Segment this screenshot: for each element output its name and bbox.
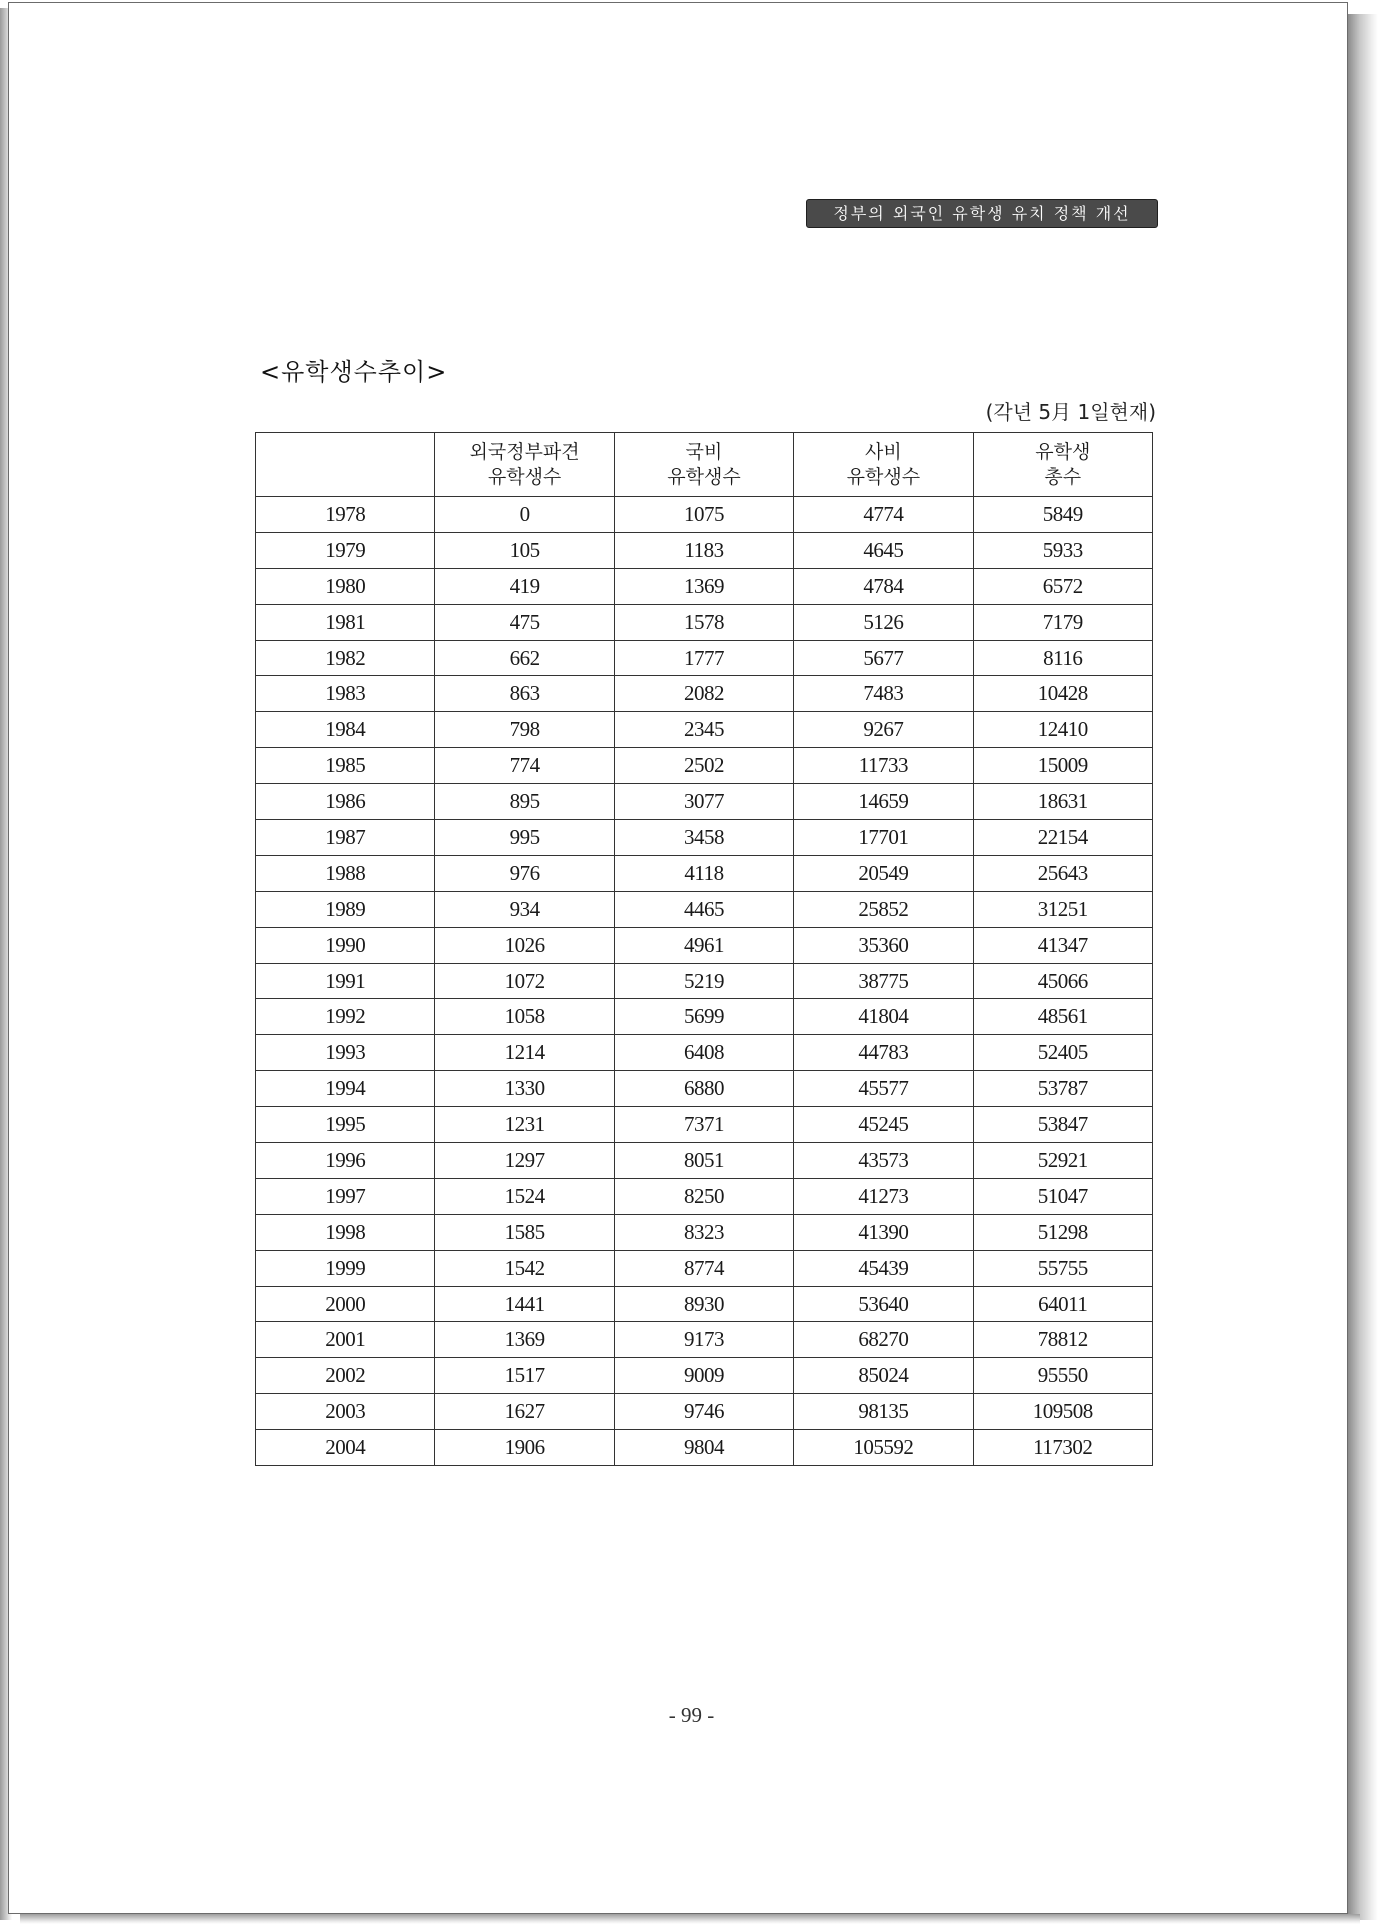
self-funded-cell: 14659 (794, 784, 973, 820)
year-cell: 1978 (256, 497, 435, 533)
government-funded-cell: 2345 (614, 712, 793, 748)
year-cell: 1980 (256, 568, 435, 604)
year-cell: 1990 (256, 927, 435, 963)
foreign-government-cell: 1517 (435, 1358, 614, 1394)
foreign-government-cell: 934 (435, 891, 614, 927)
table-row (256, 891, 1153, 927)
table-row (256, 820, 1153, 856)
total-cell: 45066 (973, 963, 1152, 999)
header-line-1: 외국정부파견 (469, 440, 580, 463)
year-cell: 2000 (256, 1286, 435, 1322)
total-cell: 53847 (973, 1107, 1152, 1143)
year-cell: 1983 (256, 676, 435, 712)
header-cell-self-funded (794, 433, 973, 497)
government-funded-cell: 9009 (614, 1358, 793, 1394)
table-row (256, 568, 1153, 604)
table-row (256, 1107, 1153, 1143)
government-funded-cell: 5219 (614, 963, 793, 999)
self-funded-cell: 45577 (794, 1071, 973, 1107)
self-funded-cell: 25852 (794, 891, 973, 927)
year-cell: 2002 (256, 1358, 435, 1394)
government-funded-cell: 4961 (614, 927, 793, 963)
year-cell: 1982 (256, 640, 435, 676)
foreign-government-cell: 798 (435, 712, 614, 748)
table-row (256, 855, 1153, 891)
self-funded-cell: 45439 (794, 1250, 973, 1286)
year-cell: 1995 (256, 1107, 435, 1143)
page-bottom-shadow (20, 1914, 1360, 1924)
header-cell-government-funded (614, 433, 793, 497)
foreign-government-cell: 475 (435, 604, 614, 640)
self-funded-cell: 43573 (794, 1143, 973, 1179)
total-cell: 15009 (973, 748, 1152, 784)
government-funded-cell: 6880 (614, 1071, 793, 1107)
self-funded-cell: 68270 (794, 1322, 973, 1358)
total-cell: 51298 (973, 1214, 1152, 1250)
government-funded-cell: 3077 (614, 784, 793, 820)
table-row (256, 1250, 1153, 1286)
self-funded-cell: 53640 (794, 1286, 973, 1322)
year-cell: 1981 (256, 604, 435, 640)
self-funded-cell: 20549 (794, 855, 973, 891)
self-funded-cell: 41273 (794, 1178, 973, 1214)
total-cell: 18631 (973, 784, 1152, 820)
total-cell: 64011 (973, 1286, 1152, 1322)
year-cell: 1998 (256, 1214, 435, 1250)
self-funded-cell: 35360 (794, 927, 973, 963)
self-funded-cell: 4774 (794, 497, 973, 533)
running-header-label: 정부의 외국인 유학생 유치 정책 개선 (806, 199, 1158, 228)
table-row (256, 532, 1153, 568)
table-row (256, 1143, 1153, 1179)
table-row (256, 1035, 1153, 1071)
self-funded-cell: 17701 (794, 820, 973, 856)
foreign-government-cell: 1524 (435, 1178, 614, 1214)
year-cell: 1985 (256, 748, 435, 784)
year-cell: 1993 (256, 1035, 435, 1071)
header-line-1: 국비 (685, 440, 723, 463)
year-cell: 1988 (256, 855, 435, 891)
foreign-government-cell: 895 (435, 784, 614, 820)
foreign-government-cell: 863 (435, 676, 614, 712)
total-cell: 31251 (973, 891, 1152, 927)
foreign-government-cell: 419 (435, 568, 614, 604)
year-cell: 1994 (256, 1071, 435, 1107)
government-funded-cell: 1777 (614, 640, 793, 676)
total-cell: 78812 (973, 1322, 1152, 1358)
total-cell: 6572 (973, 568, 1152, 604)
foreign-government-cell: 1585 (435, 1214, 614, 1250)
government-funded-cell: 9746 (614, 1394, 793, 1430)
table-row (256, 497, 1153, 533)
table-row (256, 1322, 1153, 1358)
government-funded-cell: 1578 (614, 604, 793, 640)
year-cell: 1989 (256, 891, 435, 927)
self-funded-cell: 85024 (794, 1358, 973, 1394)
table-row (256, 784, 1153, 820)
table-row (256, 1430, 1153, 1466)
table-row (256, 676, 1153, 712)
total-cell: 117302 (973, 1430, 1152, 1466)
header-line-2: 유학생수 (667, 465, 741, 488)
table-row (256, 1394, 1153, 1430)
foreign-government-cell: 662 (435, 640, 614, 676)
self-funded-cell: 5126 (794, 604, 973, 640)
foreign-government-cell: 1627 (435, 1394, 614, 1430)
table-row (256, 712, 1153, 748)
year-cell: 1987 (256, 820, 435, 856)
self-funded-cell: 98135 (794, 1394, 973, 1430)
total-cell: 41347 (973, 927, 1152, 963)
foreign-government-cell: 774 (435, 748, 614, 784)
self-funded-cell: 9267 (794, 712, 973, 748)
year-cell: 2001 (256, 1322, 435, 1358)
table-row (256, 963, 1153, 999)
foreign-government-cell: 1906 (435, 1430, 614, 1466)
year-cell: 1984 (256, 712, 435, 748)
foreign-government-cell: 1058 (435, 999, 614, 1035)
self-funded-cell: 38775 (794, 963, 973, 999)
government-funded-cell: 8250 (614, 1178, 793, 1214)
table-body (256, 497, 1153, 1466)
header-line-1: 사비 (865, 440, 902, 463)
table-date-note: (각년 5月 1일현재) (985, 400, 1156, 424)
government-funded-cell: 9173 (614, 1322, 793, 1358)
self-funded-cell: 45245 (794, 1107, 973, 1143)
foreign-government-cell: 1369 (435, 1322, 614, 1358)
government-funded-cell: 9804 (614, 1430, 793, 1466)
government-funded-cell: 6408 (614, 1035, 793, 1071)
total-cell: 22154 (973, 820, 1152, 856)
government-funded-cell: 1369 (614, 568, 793, 604)
table-row (256, 1178, 1153, 1214)
page-number: - 99 - (668, 1703, 715, 1727)
header-line-2: 유학생수 (487, 465, 562, 488)
government-funded-cell: 4465 (614, 891, 793, 927)
foreign-government-cell: 1297 (435, 1143, 614, 1179)
total-cell: 5933 (973, 532, 1152, 568)
year-cell: 1996 (256, 1143, 435, 1179)
total-cell: 109508 (973, 1394, 1152, 1430)
government-funded-cell: 8051 (614, 1143, 793, 1179)
student-count-table (255, 432, 1153, 1466)
header-cell-foreign-government (435, 433, 614, 497)
foreign-government-cell: 1072 (435, 963, 614, 999)
header-line-2: 총수 (1044, 465, 1082, 488)
page-right-shadow (1348, 14, 1378, 1920)
header-cell-year (256, 433, 435, 497)
total-cell: 48561 (973, 999, 1152, 1035)
table-row (256, 927, 1153, 963)
year-cell: 1999 (256, 1250, 435, 1286)
self-funded-cell: 4645 (794, 532, 973, 568)
total-cell: 12410 (973, 712, 1152, 748)
total-cell: 55755 (973, 1250, 1152, 1286)
self-funded-cell: 44783 (794, 1035, 973, 1071)
header-cell-total (973, 433, 1152, 497)
total-cell: 51047 (973, 1178, 1152, 1214)
year-cell: 2003 (256, 1394, 435, 1430)
government-funded-cell: 8774 (614, 1250, 793, 1286)
year-cell: 1997 (256, 1178, 435, 1214)
table-row (256, 640, 1153, 676)
self-funded-cell: 41390 (794, 1214, 973, 1250)
table-row (256, 604, 1153, 640)
table-row (256, 1214, 1153, 1250)
total-cell: 7179 (973, 604, 1152, 640)
government-funded-cell: 7371 (614, 1107, 793, 1143)
self-funded-cell: 41804 (794, 999, 973, 1035)
total-cell: 53787 (973, 1071, 1152, 1107)
foreign-government-cell: 1330 (435, 1071, 614, 1107)
table-row (256, 999, 1153, 1035)
header-line-1: 유학생 (1035, 440, 1091, 463)
table-row (256, 1358, 1153, 1394)
foreign-government-cell: 976 (435, 855, 614, 891)
foreign-government-cell: 1231 (435, 1107, 614, 1143)
government-funded-cell: 1075 (614, 497, 793, 533)
year-cell: 1986 (256, 784, 435, 820)
total-cell: 8116 (973, 640, 1152, 676)
total-cell: 25643 (973, 855, 1152, 891)
foreign-government-cell: 1026 (435, 927, 614, 963)
government-funded-cell: 8323 (614, 1214, 793, 1250)
header-line-2: 유학생수 (846, 465, 921, 488)
government-funded-cell: 1183 (614, 532, 793, 568)
self-funded-cell: 7483 (794, 676, 973, 712)
table-header-row (256, 433, 1153, 497)
self-funded-cell: 4784 (794, 568, 973, 604)
self-funded-cell: 105592 (794, 1430, 973, 1466)
total-cell: 95550 (973, 1358, 1152, 1394)
year-cell: 1979 (256, 532, 435, 568)
government-funded-cell: 3458 (614, 820, 793, 856)
government-funded-cell: 8930 (614, 1286, 793, 1322)
foreign-government-cell: 1542 (435, 1250, 614, 1286)
table-row (256, 1071, 1153, 1107)
government-funded-cell: 2082 (614, 676, 793, 712)
total-cell: 5849 (973, 497, 1152, 533)
year-cell: 2004 (256, 1430, 435, 1466)
section-title: <유학생수추이> (260, 358, 448, 386)
government-funded-cell: 5699 (614, 999, 793, 1035)
foreign-government-cell: 1441 (435, 1286, 614, 1322)
foreign-government-cell: 1214 (435, 1035, 614, 1071)
government-funded-cell: 4118 (614, 855, 793, 891)
total-cell: 10428 (973, 676, 1152, 712)
year-cell: 1991 (256, 963, 435, 999)
total-cell: 52921 (973, 1143, 1152, 1179)
foreign-government-cell: 995 (435, 820, 614, 856)
foreign-government-cell: 105 (435, 532, 614, 568)
year-cell: 1992 (256, 999, 435, 1035)
foreign-government-cell: 0 (435, 497, 614, 533)
table-row (256, 1286, 1153, 1322)
government-funded-cell: 2502 (614, 748, 793, 784)
self-funded-cell: 11733 (794, 748, 973, 784)
total-cell: 52405 (973, 1035, 1152, 1071)
table-row (256, 748, 1153, 784)
self-funded-cell: 5677 (794, 640, 973, 676)
